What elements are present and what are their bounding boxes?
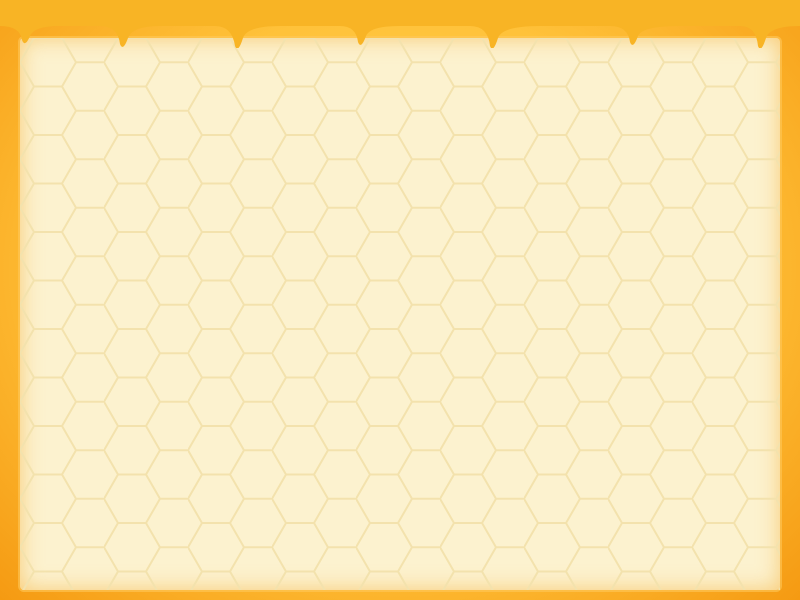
slide-body — [64, 184, 740, 187]
honeycomb-cluster-icon — [520, 510, 800, 600]
bee-row — [0, 48, 800, 88]
content-panel — [20, 38, 780, 590]
honeycomb-pattern — [20, 38, 780, 590]
honey-drip — [0, 0, 800, 48]
